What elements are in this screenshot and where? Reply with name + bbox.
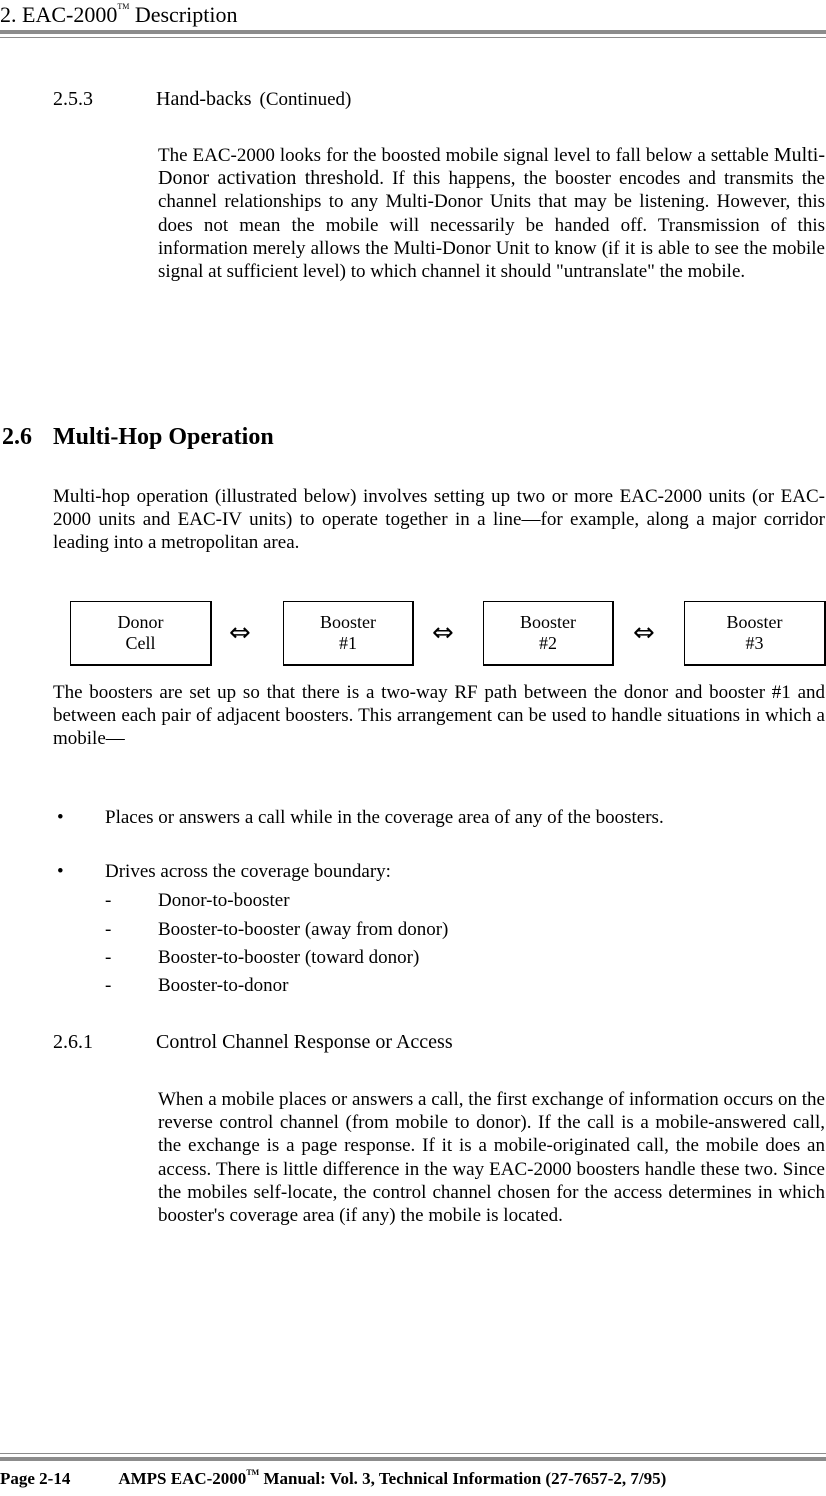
dash-marker: - [105, 975, 112, 996]
section-261-number: 2.6.1 [53, 1031, 93, 1053]
section-26-paragraph-2: The boosters are set up so that there is a two-way RF path between the donor and booster #1 and between each pair of adjacent boosters. This arrangement can be used to handle situations in which a mobile— [53, 682, 825, 750]
page-number: Page 2-14 [0, 1469, 71, 1488]
manual-title-suffix: Manual: Vol. 3, Technical Information (27-7657-2, 7/95) [259, 1469, 667, 1488]
section-261-heading [53, 1031, 453, 1054]
header-title-suffix: Description [129, 2, 238, 27]
threshold-term: Multi-Donor activation threshold [158, 144, 825, 190]
header-title-prefix: 2. EAC-2000 [0, 2, 118, 27]
section-253-heading [53, 88, 351, 111]
sub-item: Booster-to-booster (toward donor) [158, 947, 420, 968]
running-header [0, 2, 237, 28]
footer-rule-thick [0, 1457, 826, 1461]
section-26-title: Multi-Hop Operation [53, 424, 274, 450]
dash-marker: - [105, 947, 112, 968]
donor-cell-box: Donor Cell [70, 601, 212, 666]
trademark-mark: TM [117, 2, 130, 11]
header-rule-thin [0, 37, 826, 38]
header-rule-thick [0, 30, 826, 34]
sub-item: Booster-to-donor [158, 975, 289, 996]
section-253-continued: (Continued) [259, 89, 352, 110]
section-26-number: 2.6 [2, 424, 32, 450]
section-26-heading [2, 424, 274, 451]
sub-item: Booster-to-booster (away from donor) [158, 919, 449, 940]
two-way-arrow-icon: ⇔ [432, 618, 454, 648]
bullet-marker: • [57, 807, 64, 828]
bullet-item-2: Drives across the coverage boundary: [105, 861, 391, 882]
page-footer [0, 1468, 666, 1489]
section-261-paragraph: When a mobile places or answers a call, the first exchange of information occurs on the reverse control channel (from mobile to donor). If the call is a mobile-answered call, the exchange is a page response. If it is a mobile-originated call, the mobile does an access. There is little difference in the way EAC-2000 boosters handle these two. Since the mobiles self-locate, the control channel chosen for the access determines in which booster's coverage area (if any) the mobile is located. [158, 1089, 825, 1227]
sub-item: Donor-to-booster [158, 890, 290, 911]
two-way-arrow-icon: ⇔ [633, 618, 655, 648]
section-253-number: 2.5.3 [53, 88, 93, 110]
booster-1-box: Booster #1 [283, 601, 414, 666]
booster-2-box: Booster #2 [483, 601, 614, 666]
bullet-item-1: Places or answers a call while in the coverage area of any of the boosters. [105, 807, 664, 828]
bullet-marker: • [57, 861, 64, 882]
manual-title-prefix: AMPS EAC-2000 [118, 1469, 247, 1488]
dash-marker: - [105, 890, 112, 911]
section-253-paragraph: The EAC-2000 looks for the boosted mobile signal level to fall below a settable Multi-Donor activation threshold. If this happens, the booster encodes and transmits the channel relationships to any Multi-Donor Units that may be listening. However, this does not mean the mobile will necessarily be handed off. Transmission of this information merely allows the Multi-Donor Unit to know (if it is able to see the mobile signal at sufficient level) to which channel it should "untranslate" the mobile. [158, 144, 825, 283]
booster-3-box: Booster #3 [684, 601, 826, 666]
trademark-mark: TM [246, 1468, 260, 1477]
two-way-arrow-icon: ⇔ [229, 618, 251, 648]
section-253-title: Hand-backs [156, 88, 252, 110]
section-261-title: Control Channel Response or Access [156, 1031, 453, 1053]
section-26-intro: Multi-hop operation (illustrated below) involves setting up two or more EAC-2000 units (or EAC-2000 units and EAC-IV units) to operate together in a line—for example, along a major corridor leading into a metropolitan area. [53, 486, 825, 554]
dash-marker: - [105, 919, 112, 940]
footer-rule-thin [0, 1453, 826, 1454]
